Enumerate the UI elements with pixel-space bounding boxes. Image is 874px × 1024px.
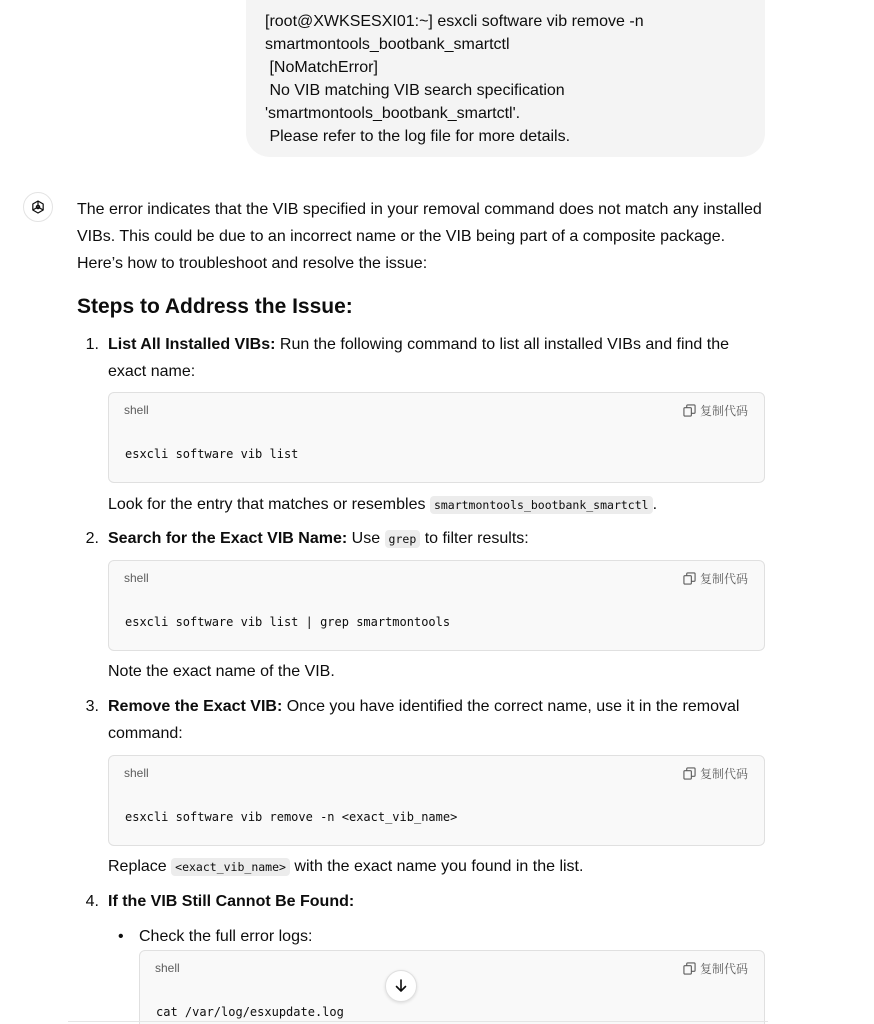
copy-code-button[interactable] [683,960,748,977]
openai-logo-icon [29,198,47,216]
code-language-label: shell [124,403,149,417]
copy-code-label: 复制代码 [699,962,748,976]
user-message-line: smartmontools_bootbank_smartctl [265,36,510,53]
user-message-line: [NoMatchError] [265,59,378,76]
copy-code-label: 复制代码 [699,767,748,781]
code-text: cat /var/log/esxupdate.log [156,1005,344,1019]
code-language-label: shell [124,766,149,780]
copy-code-button[interactable] [683,765,748,782]
code-text: esxcli software vib remove -n <exact_vib_name> [125,810,458,824]
arrow-down-icon [393,978,409,994]
scroll-to-bottom-button[interactable] [385,970,417,1002]
step-1-followup [108,491,657,519]
step-number: 3. [85,698,99,715]
step-title: List All Installed VIBs: [108,336,276,353]
code-block [139,950,765,1024]
copy-code-label: 复制代码 [699,404,748,418]
followup-text: . [652,496,658,513]
code-block [108,755,765,846]
copy-code-label: 复制代码 [699,572,748,586]
user-message-line: Please refer to the log file for more details. [265,128,571,145]
bullet-text: Check the full error logs: [139,928,313,945]
followup-text: Look for the entry that matches or resembles [108,496,430,513]
followup-text: Replace [108,858,172,875]
step-text: Use [347,530,385,547]
copy-icon [683,572,696,585]
user-message-bubble [246,0,765,157]
assistant-avatar [23,192,53,222]
copy-code-button[interactable] [683,570,748,587]
code-block [108,560,765,651]
step-text: Once you have identified the correct name, use it in the removal command: [108,698,740,742]
user-message-line: [root@XWKSESXI01:~] esxcli software vib remove -n [265,13,644,30]
copy-code-button[interactable] [683,402,748,419]
composer-divider [68,1021,768,1022]
step-title: Remove the Exact VIB: [108,698,283,715]
step-text: to filter results: [420,530,529,547]
code-text: esxcli software vib list [125,447,299,461]
inline-code: grep [385,530,421,548]
code-block [108,392,765,483]
step-3-followup [108,853,583,881]
step-title: If the VIB Still Cannot Be Found: [108,893,355,910]
step-title: Search for the Exact VIB Name: [108,530,348,547]
step-3 [77,693,767,747]
copy-icon [683,962,696,975]
step-text: Run the following command to list all installed VIBs and find the exact name: [108,336,730,380]
bullet-dot: • [118,928,124,945]
steps-heading: Steps to Address the Issue: [77,295,353,318]
bullet-item [108,923,312,950]
user-message-line: 'smartmontools_bootbank_smartctl'. [265,105,521,122]
step-1 [77,331,767,385]
assistant-intro-text: The error indicates that the VIB specified in your removal command does not match any installed VIBs. This could be due to an incorrect name or the VIB being part of a composite package. Here’s how to troubleshoot and resolve the issue: [77,201,762,272]
step-4 [77,888,767,915]
inline-code: <exact_vib_name> [171,858,290,876]
inline-code: smartmontools_bootbank_smartctl [430,496,653,514]
step-number: 1. [85,336,99,353]
step-number: 4. [85,893,99,910]
step-2 [77,525,767,553]
step-2-followup: Note the exact name of the VIB. [108,663,335,680]
user-message-line: No VIB matching VIB search specification [265,82,565,99]
step-number: 2. [85,530,99,547]
followup-text: with the exact name you found in the list. [289,858,584,875]
code-text: esxcli software vib list | grep smartmontools [125,615,451,629]
copy-icon [683,404,696,417]
copy-icon [683,767,696,780]
code-language-label: shell [124,571,149,585]
code-language-label: shell [155,961,180,975]
